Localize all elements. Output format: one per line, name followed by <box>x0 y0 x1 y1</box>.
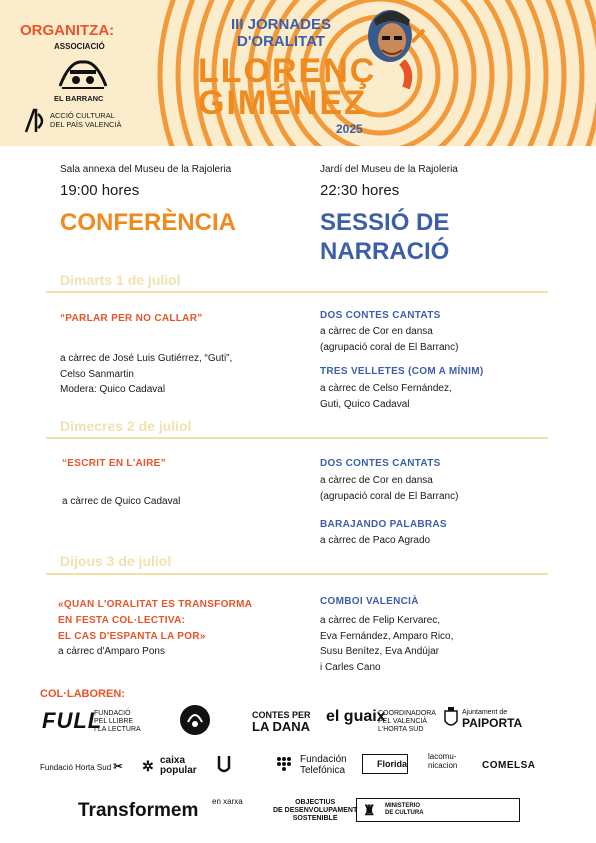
event-title-right: DOS CONTES CANTATS <box>320 458 441 469</box>
honoree-name-line1: LLORENÇ <box>198 52 377 90</box>
el-barranc-logo: ASSOCIACIÓ EL BARRANC <box>40 42 124 102</box>
event-title-right: TRES VELLETES (COM A MÍNIM) <box>320 366 484 377</box>
ods-logo: OBJECTIUS DE DESENVOLUPAMENT SOSTENIBLE <box>273 799 358 822</box>
day-heading: Dimarts 1 de juliol <box>60 272 181 288</box>
ministerio-cultura-logo: ♜ MINISTERIO DE CULTURA <box>356 798 520 822</box>
acpv-mark-icon <box>24 108 46 134</box>
event-details-left: a càrrec de Quico Cadaval <box>62 496 181 507</box>
event-details-right: a càrrec de Felip Kervarec, Eva Fernández, Amparo Rico, Susu Benítez, Eva Andújar i Carles Cano <box>320 615 454 673</box>
header-banner <box>0 0 596 146</box>
right-venue: Jardí del Museu de la Rajoleria <box>320 164 458 175</box>
organiser-label: ORGANITZA: <box>20 22 115 39</box>
event-title: III JORNADES D'ORALITAT <box>230 16 332 50</box>
event-title-left: “PARLAR PER NO CALLAR” <box>60 313 203 324</box>
event-title-left: “ESCRIT EN L'AIRE” <box>62 458 166 469</box>
event-title-right: DOS CONTES CANTATS <box>320 310 441 321</box>
spain-crest-icon: ♜ <box>363 802 376 818</box>
event-title-right: COMBOI VALENCIÀ <box>320 596 419 607</box>
event-details-right: a càrrec de Cor en dansa (agrupació coral de El Barranc) <box>320 475 459 502</box>
acpv-logo: ACCIÓ CULTURAL DEL PAÍS VALENCIÀ <box>24 108 134 134</box>
telefonica-dots-icon <box>276 756 292 772</box>
contes-per-la-dana-logo: CONTES PER LA DANA <box>252 710 311 734</box>
day-heading: Dijous 3 de juliol <box>60 553 172 569</box>
right-time: 22:30 hores <box>320 182 400 199</box>
portrait-illustration <box>352 2 434 90</box>
comelsa-logo: COMELSA <box>482 760 536 771</box>
assoc-alumnes-logo <box>172 700 218 740</box>
event-details-right: a càrrec de Cor en dansa (agrupació coral de El Barranc) <box>320 326 459 353</box>
el-guaix-logo: el guaix COORDINADORA PEL VALENCIÀ L'HORTA SUD <box>326 708 436 733</box>
event-title-left: «QUAN L'ORALITAT ES TRANSFORMA EN FESTA COL·LECTIVA: EL CAS D'ESPANTA LA POR» <box>58 599 253 642</box>
honoree-name-line2: GIMÉNEZ <box>198 84 367 122</box>
day-heading: Dimecres 2 de juliol <box>60 418 192 434</box>
divider <box>46 573 548 575</box>
event-details-right: a càrrec de Paco Agrado <box>320 535 431 546</box>
paiporta-crest-icon <box>444 707 458 729</box>
right-kind-heading: SESSIÓ DE NARRACIÓ <box>320 209 450 265</box>
fundacio-horta-sud-logo: Fundació Horta Sud ✂ <box>40 761 123 773</box>
left-kind-heading: CONFERÈNCIA <box>60 209 237 236</box>
transformem-logo: Transformem en xarxa <box>78 797 243 821</box>
lacomunicacion-logo: lacomu- nicacion <box>428 752 458 770</box>
full-logo: FULL FUNDACIÓ PEL LLIBRE I LA LECTURA <box>42 708 141 733</box>
event-details-left: a càrrec d'Amparo Pons <box>58 646 165 657</box>
divider <box>46 437 548 439</box>
collaborators-label: COL·LABOREN: <box>40 688 125 700</box>
event-details-left: a càrrec de José Luis Gutiérrez, “Guti”, Celso Sanmartin Modera: Quico Cadaval <box>60 353 233 395</box>
left-time: 19:00 hores <box>60 182 140 199</box>
divider <box>46 291 548 293</box>
el-barranc-emblem-icon <box>56 52 110 92</box>
caixa-popular-mark-icon: ✲ <box>142 758 154 774</box>
horta-sud-mark-icon: ✂ <box>113 761 123 773</box>
university-logo-icon <box>216 754 232 776</box>
left-venue: Sala annexa del Museu de la Rajoleria <box>60 164 232 175</box>
event-year: 2025 <box>336 122 363 136</box>
event-title-right: BARAJANDO PALABRAS <box>320 519 447 530</box>
florida-logo: Florida <box>362 754 408 774</box>
event-details-right: a càrrec de Celso Fernández, Guti, Quico Cadaval <box>320 383 452 410</box>
